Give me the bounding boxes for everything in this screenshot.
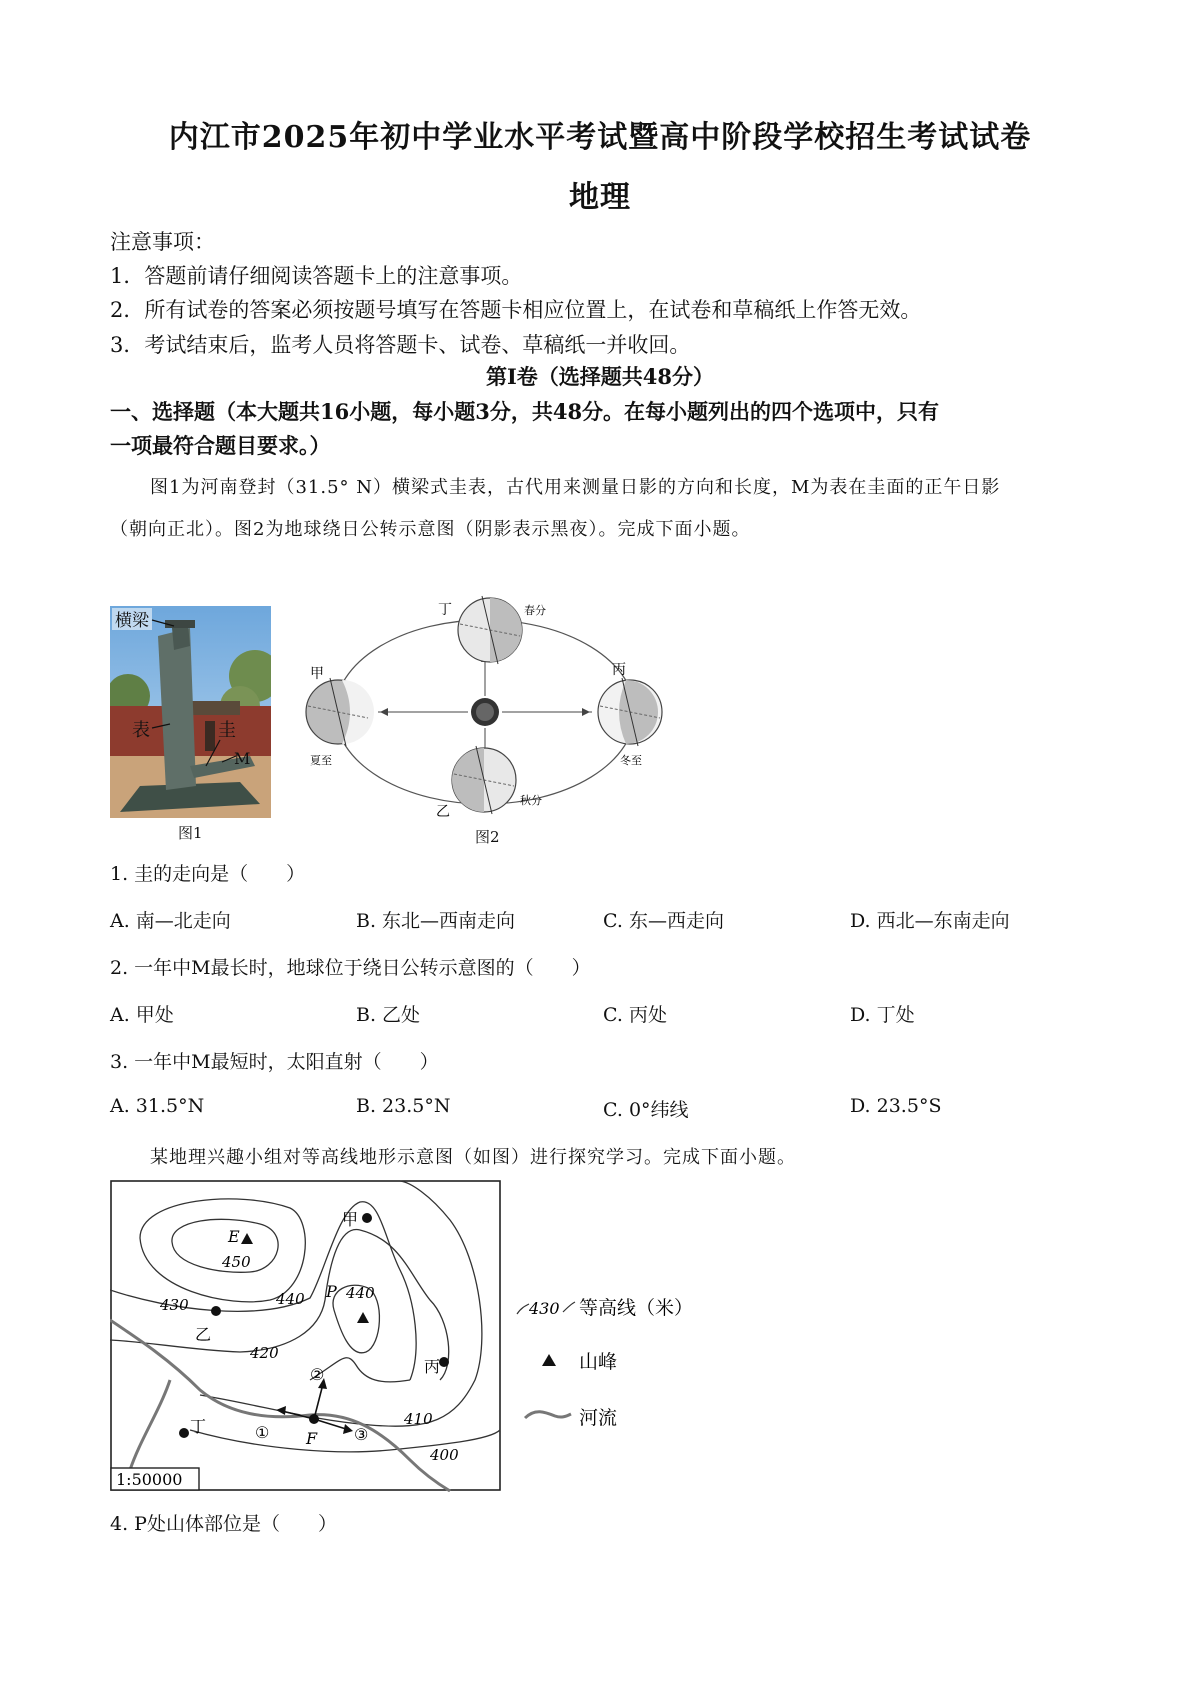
legend-svg bbox=[515, 1290, 735, 1430]
contour-label-420: 420 bbox=[250, 1344, 279, 1362]
group1-intro-2: （朝向正北）。图2为地球绕日公转示意图（阴影表示黑夜）。完成下面小题。 bbox=[110, 519, 751, 540]
q1-option-b[interactable]: B. 东北—西南走向 bbox=[356, 910, 516, 932]
map-legend bbox=[515, 1290, 735, 1430]
q3-option-a[interactable]: A. 31.5°N bbox=[110, 1095, 205, 1117]
figure-2-caption: 图2 bbox=[475, 828, 500, 846]
notice-item-1: 1．答题前请仔细阅读答题卡上的注意事项。 bbox=[110, 264, 523, 288]
earth-jia bbox=[306, 678, 374, 746]
q2-option-c[interactable]: C. 丙处 bbox=[603, 1004, 667, 1026]
contour-label-440-b: 440 bbox=[346, 1284, 375, 1302]
q1-option-c[interactable]: C. 东—西走向 bbox=[603, 910, 724, 932]
river-icon bbox=[525, 1412, 571, 1418]
map-label-ding: 丁 bbox=[190, 1417, 207, 1436]
map-scale: 1:50000 bbox=[116, 1470, 183, 1489]
figure-2 bbox=[300, 594, 670, 826]
earth-ding bbox=[458, 596, 522, 664]
earth-yi bbox=[452, 746, 516, 814]
q1-option-a[interactable]: A. 南—北走向 bbox=[110, 910, 231, 932]
label-ding: 丁 bbox=[438, 602, 452, 618]
question-2-stem: 2. 一年中M最长时，地球位于绕日公转示意图的（ ） bbox=[110, 957, 591, 979]
label-gui: 圭 bbox=[218, 720, 236, 741]
legend-river-label: 河流 bbox=[579, 1407, 618, 1429]
revolution-diagram bbox=[300, 594, 670, 826]
label-xiazhi: 夏至 bbox=[310, 754, 332, 767]
label-gnomon: 表 bbox=[132, 720, 150, 741]
group2-intro: 某地理兴趣小组对等高线地形示意图（如图）进行探究学习。完成下面小题。 bbox=[150, 1147, 796, 1168]
label-m: M bbox=[234, 749, 251, 768]
map-label-f: F bbox=[306, 1429, 318, 1448]
arrow-label-3: ③ bbox=[354, 1425, 369, 1444]
volume-heading: 第Ⅰ卷（选择题共48分） bbox=[485, 364, 715, 389]
label-dongzhi: 冬至 bbox=[620, 754, 642, 767]
legend-contour-value: 430 bbox=[529, 1299, 560, 1318]
notice-item-3: 3．考试结束后，监考人员将答题卡、试卷、草稿纸一并收回。 bbox=[110, 333, 691, 357]
question-1-stem: 1. 圭的走向是（ ） bbox=[110, 863, 306, 885]
q2-option-b[interactable]: B. 乙处 bbox=[356, 1004, 421, 1026]
label-jia: 甲 bbox=[310, 666, 324, 682]
contour-label-400: 400 bbox=[430, 1446, 459, 1464]
arrow-label-2: ② bbox=[310, 1365, 325, 1384]
map-label-p: P bbox=[326, 1282, 337, 1301]
figure-1-caption: 图1 bbox=[178, 824, 203, 842]
contour-label-440-a: 440 bbox=[276, 1290, 305, 1308]
notice-heading: 注意事项： bbox=[110, 230, 215, 254]
q3-option-d[interactable]: D. 23.5°S bbox=[850, 1095, 942, 1117]
map-label-bing: 丙 bbox=[424, 1357, 441, 1376]
label-yi: 乙 bbox=[436, 804, 450, 820]
contour-label-450: 450 bbox=[222, 1253, 251, 1271]
q1-option-d[interactable]: D. 西北—东南走向 bbox=[850, 910, 1010, 932]
figure-1 bbox=[110, 606, 271, 818]
contour-label-430: 430 bbox=[160, 1296, 189, 1314]
gnomon-photo bbox=[110, 606, 271, 818]
earth-bing bbox=[598, 678, 662, 746]
legend-contour-label: 等高线（米） bbox=[579, 1297, 694, 1319]
contour-map-svg bbox=[110, 1180, 502, 1492]
notice-item-2: 2．所有试卷的答案必须按题号填写在答题卡相应位置上，在试卷和草稿纸上作答无效。 bbox=[110, 298, 922, 322]
q3-option-b[interactable]: B. 23.5°N bbox=[356, 1095, 451, 1117]
question-4-stem: 4. P处山体部位是（ ） bbox=[110, 1513, 337, 1535]
q2-option-d[interactable]: D. 丁处 bbox=[850, 1004, 915, 1026]
label-beam: 横梁 bbox=[115, 611, 149, 631]
contour-label-410: 410 bbox=[404, 1410, 433, 1428]
section-heading-1: 一、选择题（本大题共16小题，每小题3分，共48分。在每小题列出的四个选项中，只有 bbox=[110, 399, 940, 424]
map-label-yi: 乙 bbox=[195, 1325, 212, 1344]
question-3-stem: 3. 一年中M最短时，太阳直射（ ） bbox=[110, 1051, 439, 1073]
label-chunfen: 春分 bbox=[524, 604, 546, 617]
peak-icon bbox=[542, 1354, 556, 1366]
legend-peak-label: 山峰 bbox=[579, 1351, 618, 1373]
exam-title: 内江市2025年初中学业水平考试暨高中阶段学校招生考试试卷 bbox=[168, 120, 1032, 155]
label-bing: 丙 bbox=[612, 662, 626, 678]
contour-map bbox=[110, 1180, 502, 1492]
arrow-label-1: ① bbox=[255, 1423, 270, 1442]
group1-intro-1: 图1为河南登封（31.5° N）横梁式圭表，古代用来测量日影的方向和长度，M为表在圭面的正午日影 bbox=[150, 477, 1001, 498]
q3-option-c[interactable]: C. 0°纬线 bbox=[603, 1099, 689, 1121]
subject-title: 地理 bbox=[569, 180, 631, 215]
map-label-jia: 甲 bbox=[342, 1210, 359, 1229]
q2-option-a[interactable]: A. 甲处 bbox=[110, 1004, 174, 1026]
label-qiufen: 秋分 bbox=[520, 794, 542, 807]
map-label-e: E bbox=[228, 1227, 240, 1246]
section-heading-2: 一项最符合题目要求。） bbox=[110, 433, 331, 458]
